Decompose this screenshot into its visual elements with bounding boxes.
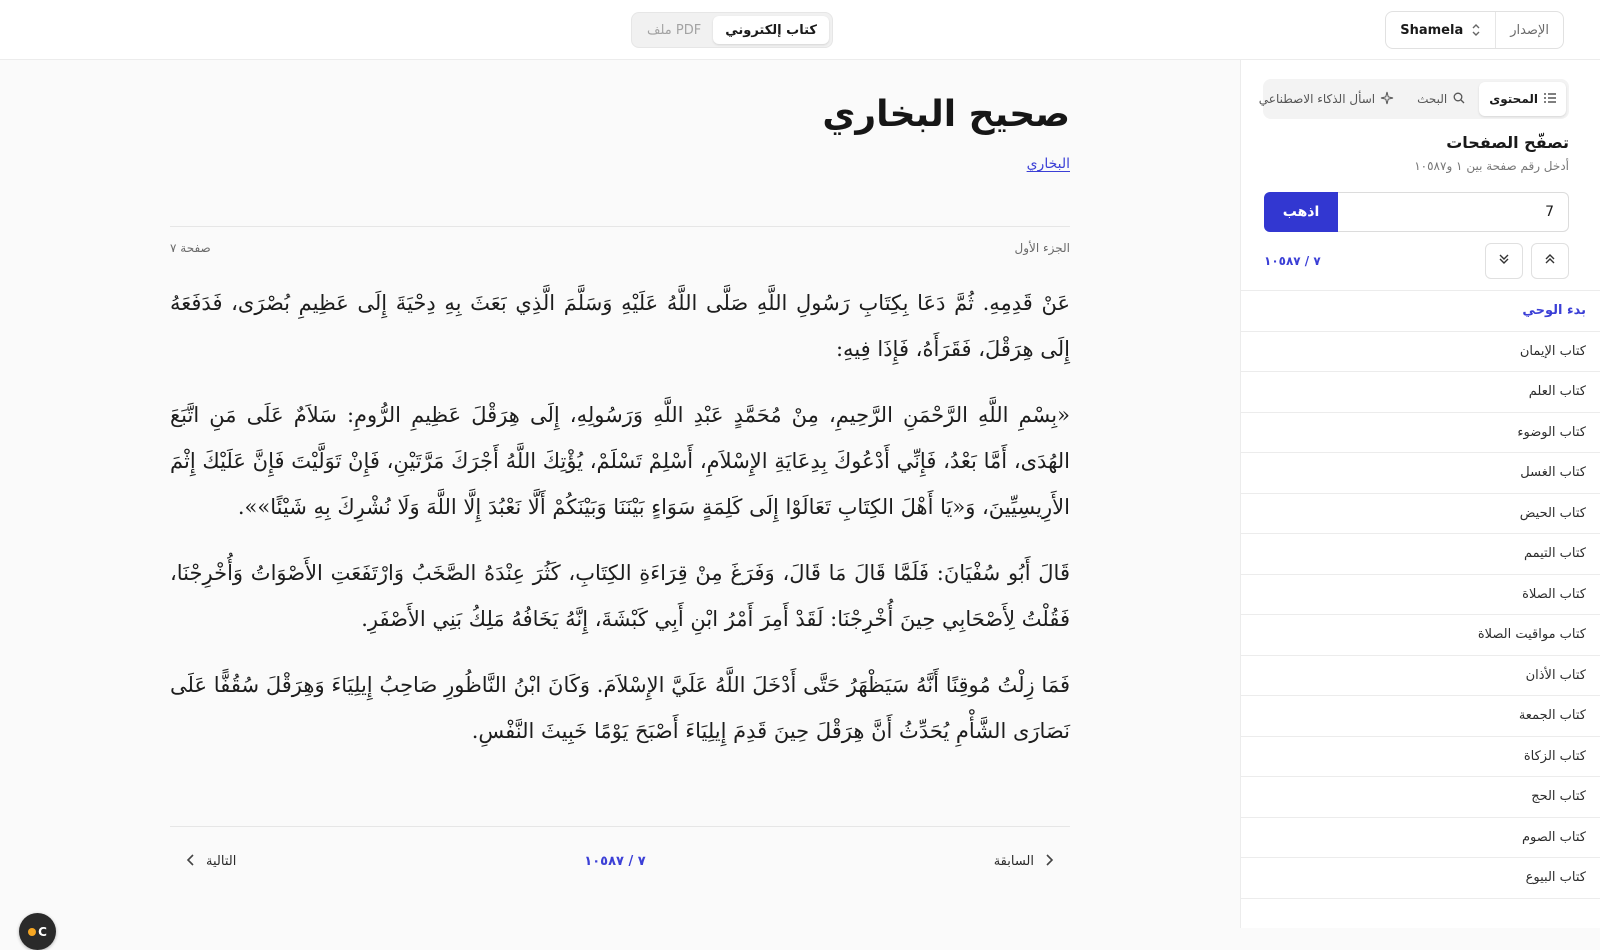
double-chevron-down-icon	[1498, 253, 1510, 269]
page-meta	[170, 241, 1070, 259]
page-pager	[170, 848, 1070, 874]
page-text	[170, 280, 1070, 774]
paragraph: «بِسْمِ اللَّهِ الرَّحْمَنِ الرَّحِيمِ، مِنْ مُحَمَّدٍ عَبْدِ اللَّهِ وَرَسُولِهِ، إِلَى هِرَقْلَ عَظِيمِ الرُّومِ: سَلاَمٌ عَلَى مَنِ اتَّبَعَ الهُدَى، أَمَّا بَعْدُ، فَإِنِّي أَدْعُوكَ بِدِعَايَةِ الإِسْلاَمِ، أَسْلِمْ تَسْلَمْ، يُؤْتِكَ اللَّهُ أَجْرَكَ مَرَّتَيْنِ، فَإِنْ تَوَلَّيْتَ فَإِنَّ عَلَيْكَ إِثْمَ الأَرِيسِيِّينَ، وَ«يَا أَهْلَ الكِتَابِ تَعَالَوْا إِلَى كَلِمَةٍ سَوَاءٍ بَيْنَنَا وَبَيْنَكُمْ أَلَّا نَعْبُدَ إِلَّا اللَّهَ وَلَا نُشْرِكَ بِهِ شَيْئًا»».	[170, 403, 1070, 519]
toc-item[interactable]: كتاب البيوع	[1241, 858, 1600, 899]
pdf-mode-button[interactable]: ملف PDF	[647, 22, 702, 38]
book-title: صحيح البخاري	[822, 94, 1070, 135]
toc-item[interactable]: كتاب الإيمان	[1241, 332, 1600, 373]
paragraph: عَنْ قَدِمِهِ. ثُمَّ دَعَا بِكِتَابِ رَسُولِ اللَّهِ صَلَّى اللَّهُ عَلَيْهِ وَسَلَّمَ الَّذِي بَعَثَ بِهِ دِحْيَةَ إِلَى عَظِيمِ بُصْرَى، فَدَفَعَهُ إِلَى هِرَقْلَ، فَقَرَأَهُ، فَإِذَا فِيهِ:	[170, 291, 1070, 361]
next-label: التالية	[206, 853, 237, 869]
tab-contents-label: المحتوى	[1489, 92, 1538, 106]
next-page-button[interactable]	[170, 852, 252, 870]
toc-item[interactable]: كتاب الأذان	[1241, 656, 1600, 697]
toc-item[interactable]: كتاب مواقيت الصلاة	[1241, 615, 1600, 656]
chevron-up-down-icon	[1471, 23, 1481, 37]
assistant-letter: C	[38, 924, 47, 939]
chevron-left-icon	[186, 852, 196, 870]
page-label: صفحة ٧	[170, 241, 211, 255]
toc-item[interactable]: كتاب الجمعة	[1241, 696, 1600, 737]
table-of-contents	[1241, 290, 1600, 899]
edition-label: الإصدار	[1495, 12, 1563, 48]
scroll-down-button[interactable]	[1485, 243, 1523, 279]
toc-item[interactable]: كتاب الحيض	[1241, 494, 1600, 535]
author-link[interactable]: البخاري	[1026, 156, 1070, 172]
tab-search[interactable]	[1407, 82, 1475, 116]
sidebar-page-count: ٧ / ١٠٥٨٧	[1264, 254, 1321, 268]
divider	[170, 826, 1070, 827]
toc-item[interactable]: كتاب الغسل	[1241, 453, 1600, 494]
toc-item[interactable]: كتاب الصلاة	[1241, 575, 1600, 616]
page-number-input[interactable]	[1338, 192, 1569, 232]
edition-dropdown[interactable]	[1386, 12, 1495, 48]
toc-item[interactable]: كتاب العلم	[1241, 372, 1600, 413]
toc-item[interactable]: كتاب التيمم	[1241, 534, 1600, 575]
scroll-up-button[interactable]	[1531, 243, 1569, 279]
tab-ask-ai[interactable]	[1249, 82, 1403, 116]
previous-label: السابقة	[993, 853, 1034, 869]
browse-pages-title: تصفّح الصفحات	[1446, 133, 1569, 152]
list-icon	[1544, 92, 1556, 106]
browse-pages-hint: أدخل رقم صفحة بين ١ و١٠٥٨٧	[1414, 159, 1569, 173]
view-mode-toggle	[631, 12, 833, 48]
double-chevron-up-icon	[1544, 253, 1556, 269]
top-bar	[0, 0, 1600, 60]
paragraph: قَالَ أَبُو سُفْيَانَ: فَلَمَّا قَالَ مَا قَالَ، وَفَرَغَ مِنْ قِرَاءَةِ الكِتَابِ، كَثُرَ عِنْدَهُ الصَّخَبُ وَارْتَفَعَتِ الأَصْوَاتُ وَأُخْرِجْنَا، فَقُلْتُ لِأَصْحَابِي حِينَ أُخْرِجْنَا: لَقَدْ أَمِرَ أَمْرُ ابْنِ أَبِي كَبْشَةَ، إِنَّهُ يَخَافُهُ مَلِكُ بَنِي الأَصْفَرِ.	[170, 561, 1070, 631]
ebook-mode-button[interactable]: كتاب إلكتروني	[713, 16, 829, 44]
tab-search-label: البحث	[1417, 92, 1448, 106]
paragraph: فَمَا زِلْتُ مُوقِنًا أَنَّهُ سَيَظْهَرُ حَتَّى أَدْخَلَ اللَّهُ عَلَيَّ الإِسْلاَمَ. وَكَانَ ابْنُ النَّاظُورِ صَاحِبُ إِيلِيَاءَ وَهِرَقْلَ سُقُفًّا عَلَى نَصَارَى الشَّأْمِ يُحَدِّثُ أَنَّ هِرَقْلَ حِينَ قَدِمَ إِيلِيَاءَ أَصْبَحَ يَوْمًا خَبِيثَ النَّفْسِ.	[170, 673, 1070, 743]
previous-page-button[interactable]	[978, 852, 1070, 870]
part-label: الجزء الأول	[1014, 241, 1070, 255]
chevron-right-icon	[1044, 852, 1054, 870]
edition-value: Shamela	[1400, 22, 1464, 38]
sidebar-tabs	[1258, 79, 1569, 119]
tab-contents[interactable]	[1479, 82, 1566, 116]
search-icon	[1453, 92, 1465, 107]
toc-item[interactable]: بدء الوحي	[1241, 291, 1600, 332]
sparkle-icon	[1381, 92, 1393, 107]
reader-pane	[0, 60, 1240, 939]
divider	[170, 226, 1070, 227]
go-button[interactable]: اذهب	[1264, 192, 1338, 232]
toc-item[interactable]: كتاب الحج	[1241, 777, 1600, 818]
toc-item[interactable]: كتاب الزكاة	[1241, 737, 1600, 778]
tab-ask-ai-label: اسأل الذكاء الاصطناعي	[1258, 92, 1376, 106]
floating-assistant-button[interactable]	[19, 913, 56, 950]
status-dot-icon	[28, 928, 36, 936]
page-count: ٧ / ١٠٥٨٧	[584, 853, 646, 869]
sidebar	[1240, 60, 1600, 928]
goto-page-form	[1264, 192, 1569, 232]
edition-selector[interactable]	[1385, 11, 1564, 49]
toc-item[interactable]: كتاب الصوم	[1241, 818, 1600, 859]
toc-item[interactable]: كتاب الوضوء	[1241, 413, 1600, 454]
chapter-nav	[1264, 243, 1569, 279]
